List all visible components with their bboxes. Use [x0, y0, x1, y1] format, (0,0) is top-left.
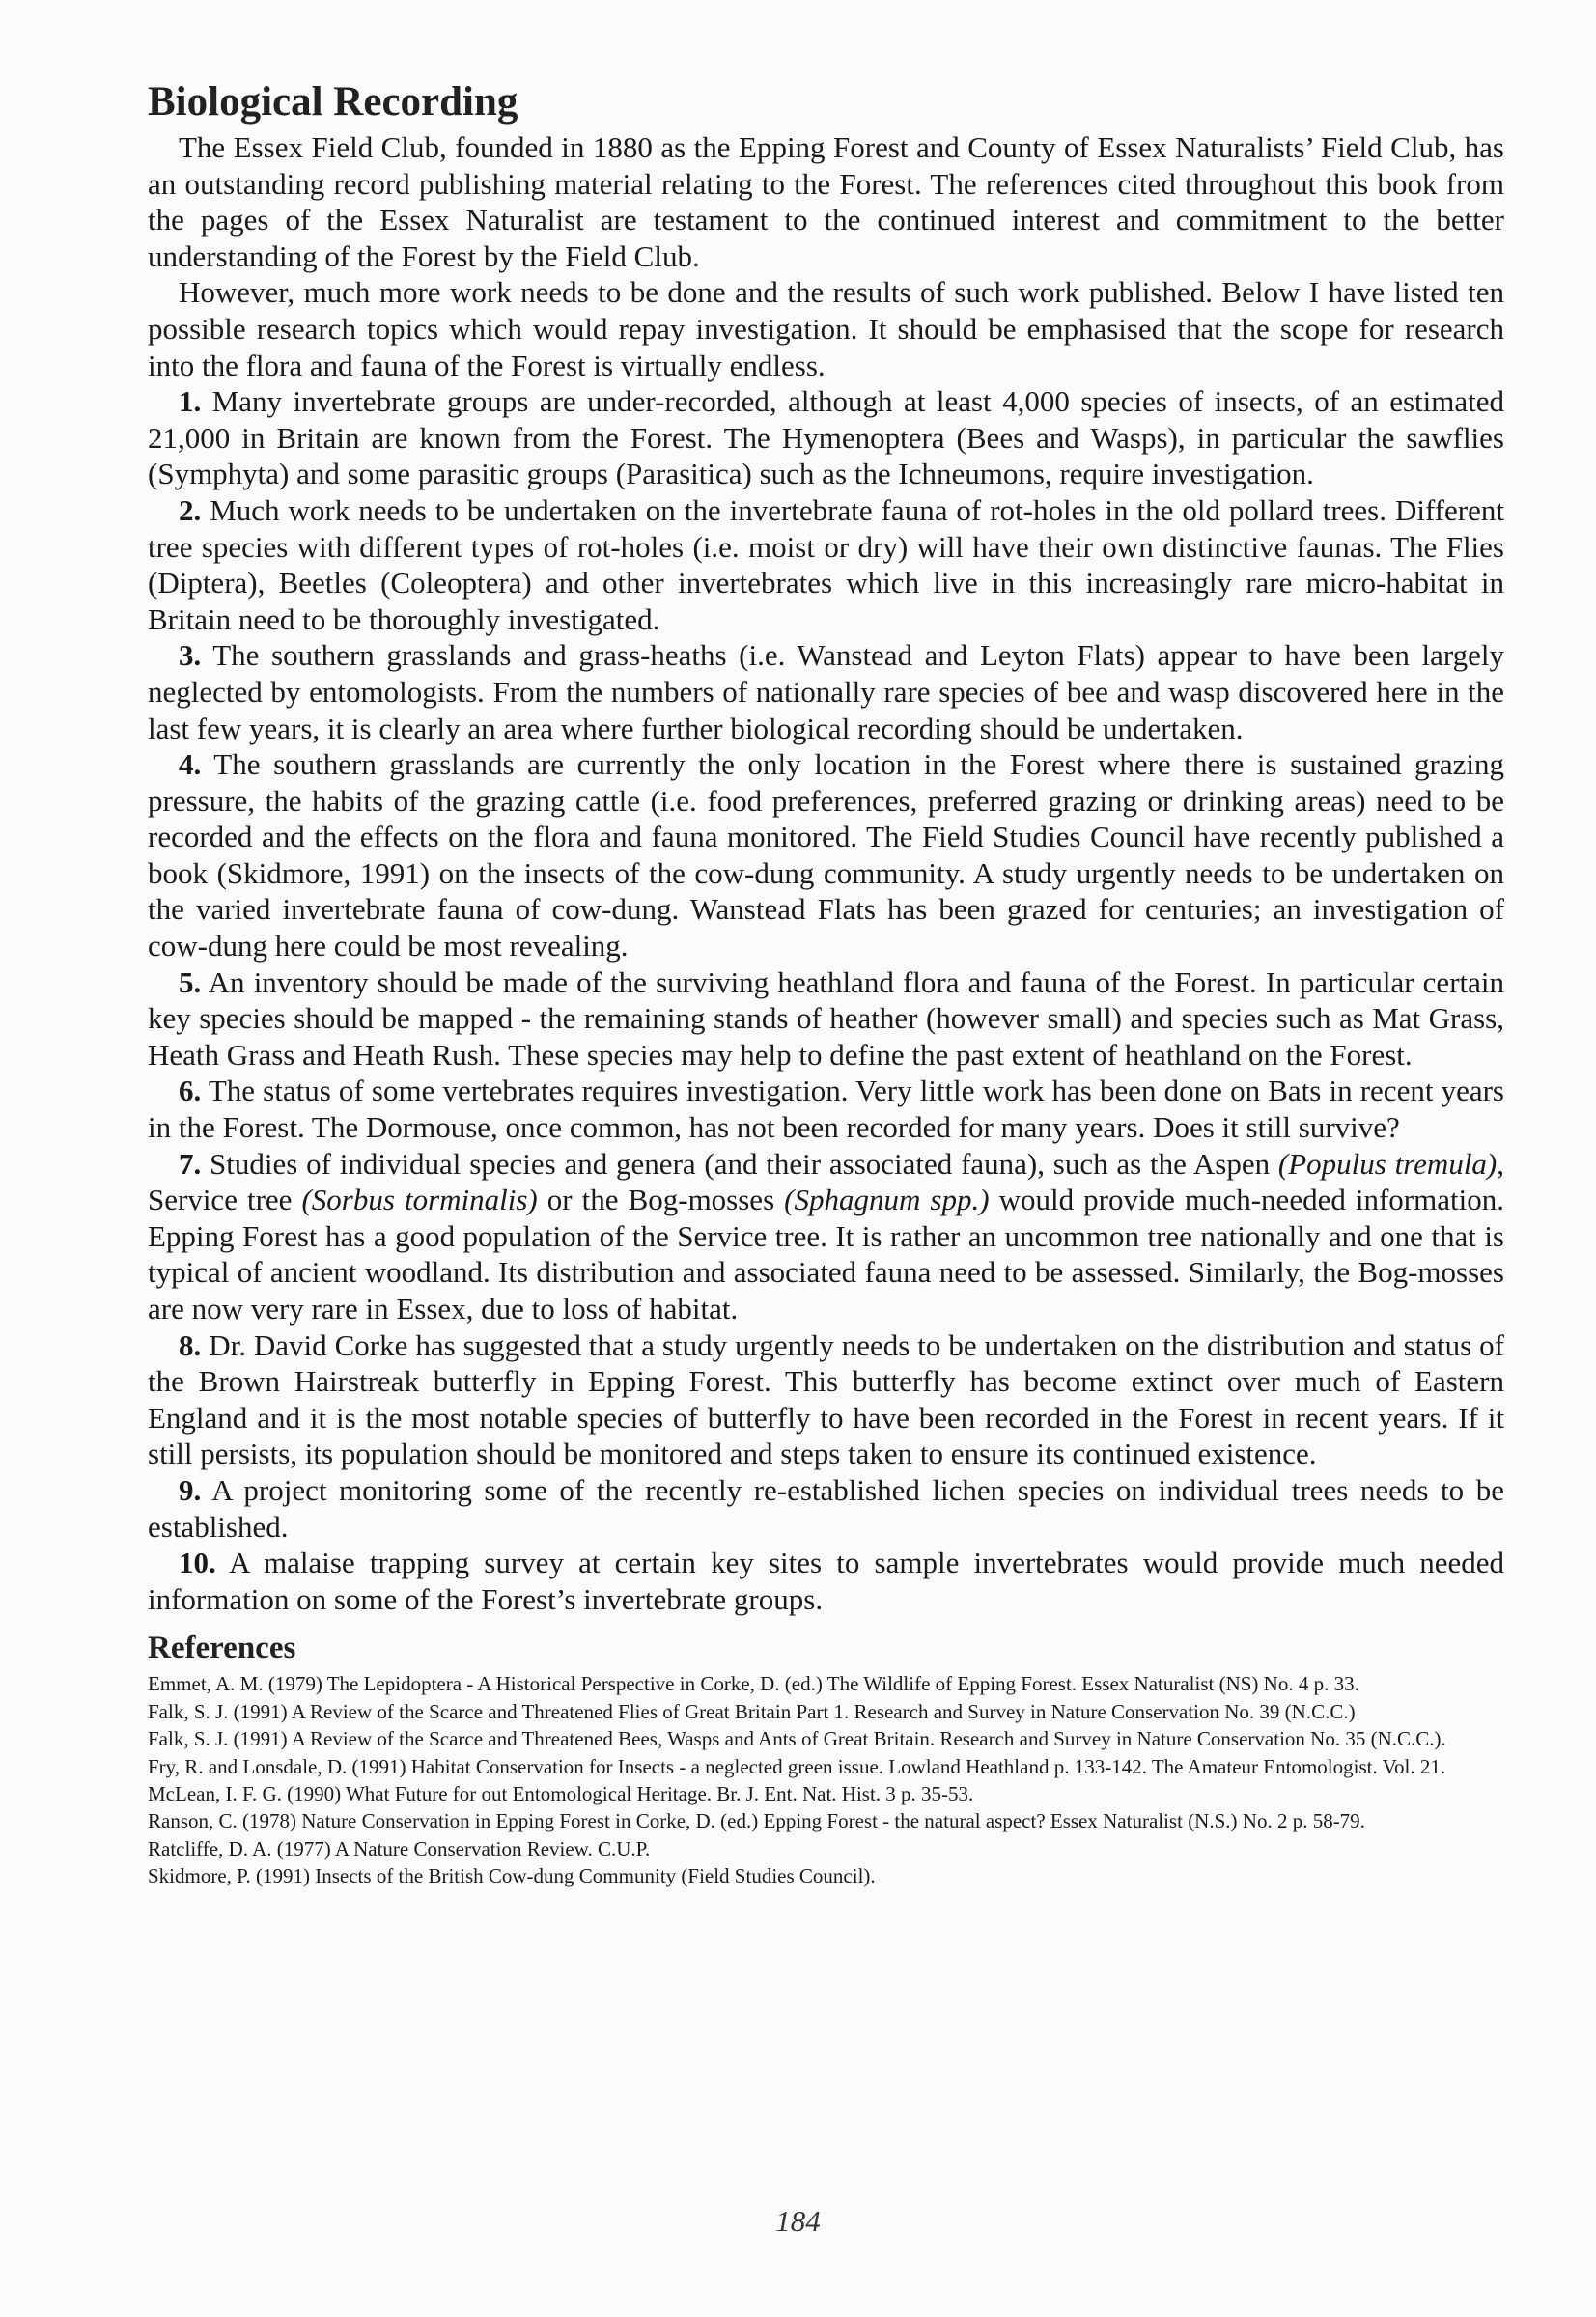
- research-topic: [148, 964, 1504, 1074]
- research-topic: [148, 383, 1504, 492]
- research-topic: [148, 492, 1504, 637]
- reference-item: Fry, R. and Lonsdale, D. (1991) Habitat Conservation for Insects - a neglected green issue. Lowland Heathland p. 133-142. The Amateur Entomologist. Vol. 21.: [148, 1754, 1446, 1778]
- topic-number: 8.: [179, 1327, 202, 1362]
- research-topic: [148, 1073, 1504, 1145]
- reference-item: Ranson, C. (1978) Nature Conservation in Epping Forest in Corke, D. (ed.) Epping Forest - the natural aspect? Essex Naturalist (N.S.) No. 2 p. 58-79.: [148, 1809, 1365, 1833]
- topic-text: Much work needs to be undertaken on the invertebrate fauna of rot-holes in the old pollard trees. Different tree species with different types of rot-holes (i.e. moist or dry) will have their own distinctive faunas. The Flies (Diptera), Beetles (Coleoptera) and other invertebrates which live in this increasingly rare micro-habitat in Britain need to be thoroughly investigated.: [148, 492, 1504, 636]
- species-name: (Populus tremula): [1277, 1146, 1498, 1181]
- reference-item: Skidmore, P. (1991) Insects of the British Cow-dung Community (Field Studies Council).: [148, 1864, 876, 1888]
- reference-item: Falk, S. J. (1991) A Review of the Scarce and Threatened Flies of Great Britain Part 1. Research and Survey in Nature Conservation No. 39 (N.C.C.): [148, 1699, 1356, 1723]
- topic-number: 2.: [179, 492, 202, 527]
- reference-item: Falk, S. J. (1991) A Review of the Scarce and Threatened Bees, Wasps and Ants of Great Britain. Research and Survey in Nature Conservation No. 35 (N.C.C.).: [148, 1727, 1446, 1751]
- topic-text: The southern grasslands and grass-heaths (i.e. Wanstead and Leyton Flats) appear to have been largely neglected by entomologists. From the numbers of nationally rare species of bee and wasp discovered here in the last few years, it is clearly an area where further biological recording should be undertaken.: [148, 638, 1504, 745]
- topic-text: A malaise trapping survey at certain key sites to sample invertebrates would provide much needed information on some of the Forest’s invertebrate groups.: [148, 1546, 1504, 1616]
- topic-text: The southern grasslands are currently the only location in the Forest where there is sustained grazing pressure, the habits of the grazing cattle (i.e. food preferences, preferred grazing or drinking areas) need to be recorded and the effects on the flora and fauna monitored. The Field Studies Council have recently published a book (Skidmore, 1991) on the insects of the cow-dung community. A study urgently needs to be undertaken on the varied invertebrate fauna of cow-dung. Wanstead Flats has been grazed for centuries; an investigation of cow-dung here could be most revealing.: [148, 747, 1504, 963]
- references-heading: References: [148, 1631, 296, 1666]
- intro-paragraph: The Essex Field Club, founded in 1880 as the Epping Forest and County of Essex Naturalists’ Field Club, has an outstanding record publishing material relating to the Forest. The references cited throughout this book from the pages of the Essex Naturalist are testament to the continued interest and commitment to the better understanding of the Forest by the Field Club.: [148, 130, 1504, 273]
- topic-text: An inventory should be made of the surviving heathland flora and fauna of the Forest. In particular certain key species should be mapped - the remaining stands of heather (however small) and species such as Mat Grass, Heath Grass and Heath Rush. These species may help to define the past extent of heathland on the Forest.: [148, 964, 1504, 1072]
- reference-item: Emmet, A. M. (1979) The Lepidoptera - A Historical Perspective in Corke, D. (ed.) The Wildlife of Epping Forest. Essex Naturalist (NS) No. 4 p. 33.: [148, 1672, 1359, 1696]
- topic-number: 10.: [179, 1546, 216, 1580]
- topic-number: 6.: [179, 1074, 202, 1108]
- reference-item: Ratcliffe, D. A. (1977) A Nature Conservation Review. C.U.P.: [148, 1836, 651, 1860]
- intro-paragraph: However, much more work needs to be done and the results of such work published. Below I have listed ten possible research topics which would repay investigation. It should be emphasised that the scope for research into the flora and fauna of the Forest is virtually endless.: [148, 275, 1504, 382]
- topic-number: 9.: [179, 1472, 202, 1507]
- topic-number: 5.: [179, 964, 202, 999]
- references-list: [148, 1671, 1504, 1888]
- research-topic: [148, 1472, 1504, 1545]
- topic-text: , Service tree: [148, 1146, 1504, 1217]
- research-topic: [148, 1146, 1504, 1327]
- topic-number: 3.: [179, 638, 202, 673]
- research-topic: [148, 1545, 1504, 1617]
- topic-text: Studies of individual species and genera (and their associated fauna), such as the Aspen: [201, 1146, 1278, 1181]
- species-name: (Sphagnum spp.): [784, 1183, 990, 1217]
- research-topic: [148, 746, 1504, 964]
- topic-text: would provide much-needed information. Epping Forest has a good population of the Service tree. It is rather an uncommon tree nationally and one that is typical of ancient woodland. Its distribution and associated fauna need to be assessed. Similarly, the Bog-mosses are now very rare in Essex, due to loss of habitat.: [148, 1183, 1504, 1326]
- topic-text: or the Bog-mosses: [537, 1183, 785, 1217]
- topic-text: Many invertebrate groups are under-recorded, although at least 4,000 species of insects, of an estimated 21,000 in Britain are known from the Forest. The Hymenoptera (Bees and Wasps), in particular the sawflies (Symphyta) and some parasitic groups (Parasitica) such as the Ichneumons, require investigation.: [148, 384, 1504, 491]
- topic-text: A project monitoring some of the recently re-established lichen species on individual trees needs to be established.: [148, 1472, 1504, 1544]
- research-topic: [148, 637, 1504, 746]
- research-topic: [148, 1327, 1504, 1472]
- page-content: [148, 77, 1504, 1891]
- species-name: (Sorbus torminalis): [301, 1183, 538, 1217]
- topic-number: 1.: [179, 384, 202, 419]
- topic-number: 4.: [179, 747, 202, 782]
- topic-number: 7.: [179, 1146, 202, 1181]
- reference-item: McLean, I. F. G. (1990) What Future for out Entomological Heritage. Br. J. Ent. Nat. Hist. 3 p. 35-53.: [148, 1781, 974, 1805]
- topic-text: The status of some vertebrates requires investigation. Very little work has been done on Bats in recent years in the Forest. The Dormouse, once common, has not been recorded for many years. Does it still survive?: [148, 1074, 1504, 1145]
- section-heading: Biological Recording: [148, 79, 518, 125]
- page-number: 184: [775, 2204, 821, 2238]
- topic-text: Dr. David Corke has suggested that a study urgently needs to be undertaken on the distribution and status of the Brown Hairstreak butterfly in Epping Forest. This butterfly has become extinct over much of Eastern England and it is the most notable species of butterfly to have been recorded in the Forest in recent years. If it still persists, its population should be monitored and steps taken to ensure its continued existence.: [148, 1327, 1504, 1471]
